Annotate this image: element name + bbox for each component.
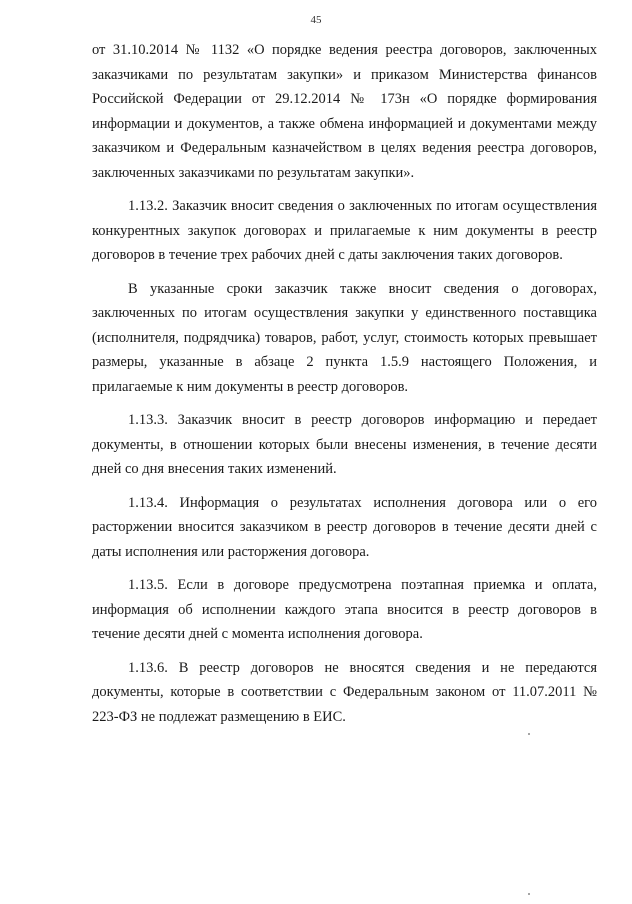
scan-speck: [528, 893, 530, 895]
page-number: 45: [310, 14, 322, 26]
paragraph-1-13-2-addendum: В указанные сроки заказчик также вносит сведения о договорах, заключенных по итогам осуществления закупки у единственного поставщика (исполнителя, подрядчика) товаров, работ, услуг, стоимость которых превышает размеры, указанные в абзаце 2 пункта 1.5.9 настоящего Положения, и прилагаемые к ним документы в реестр договоров.: [92, 280, 597, 395]
paragraph-1-13-4: 1.13.4. Информация о результатах исполнения договора или о его расторжении вносится заказчиком в реестр договоров в течение десяти дней с даты исполнения или расторжения договора.: [92, 494, 597, 560]
paragraph-continuation: от 31.10.2014 № 1132 «О порядке ведения реестра договоров, заключенных заказчиками по результатам закупки» и приказом Министерства финансов Российской Федерации от 29.12.2014 № 173н «О порядке формирования информации и документов, а также обмена информацией и документами между заказчиком и Федеральным казначейством в целях ведения реестра договоров, заключенных заказчиками по результатам закупки».: [92, 42, 597, 181]
scan-speck: [528, 733, 530, 735]
paragraph-1-13-6: 1.13.6. В реестр договоров не вносятся сведения и не передаются документы, которые в соответствии с Федеральным законом от 11.07.2011 № 223-ФЗ не подлежат размещению в ЕИС.: [92, 659, 597, 725]
paragraph-1-13-3: 1.13.3. Заказчик вносит в реестр договоров информацию и передает документы, в отношении которых были внесены изменения, в течение десяти дней со дня внесения таких изменений.: [92, 412, 597, 477]
paragraph-1-13-2: 1.13.2. Заказчик вносит сведения о заключенных по итогам осуществления конкурентных закупок договорах и прилагаемые к ним документы в реестр договоров в течение трех рабочих дней с даты заключения таких договоров.: [92, 198, 597, 263]
document-body: [92, 38, 597, 738]
paragraph-1-13-5: 1.13.5. Если в договоре предусмотрена поэтапная приемка и оплата, информация об исполнении каждого этапа вносится в реестр договоров в течение десяти дней с момента исполнения договора.: [92, 577, 597, 642]
